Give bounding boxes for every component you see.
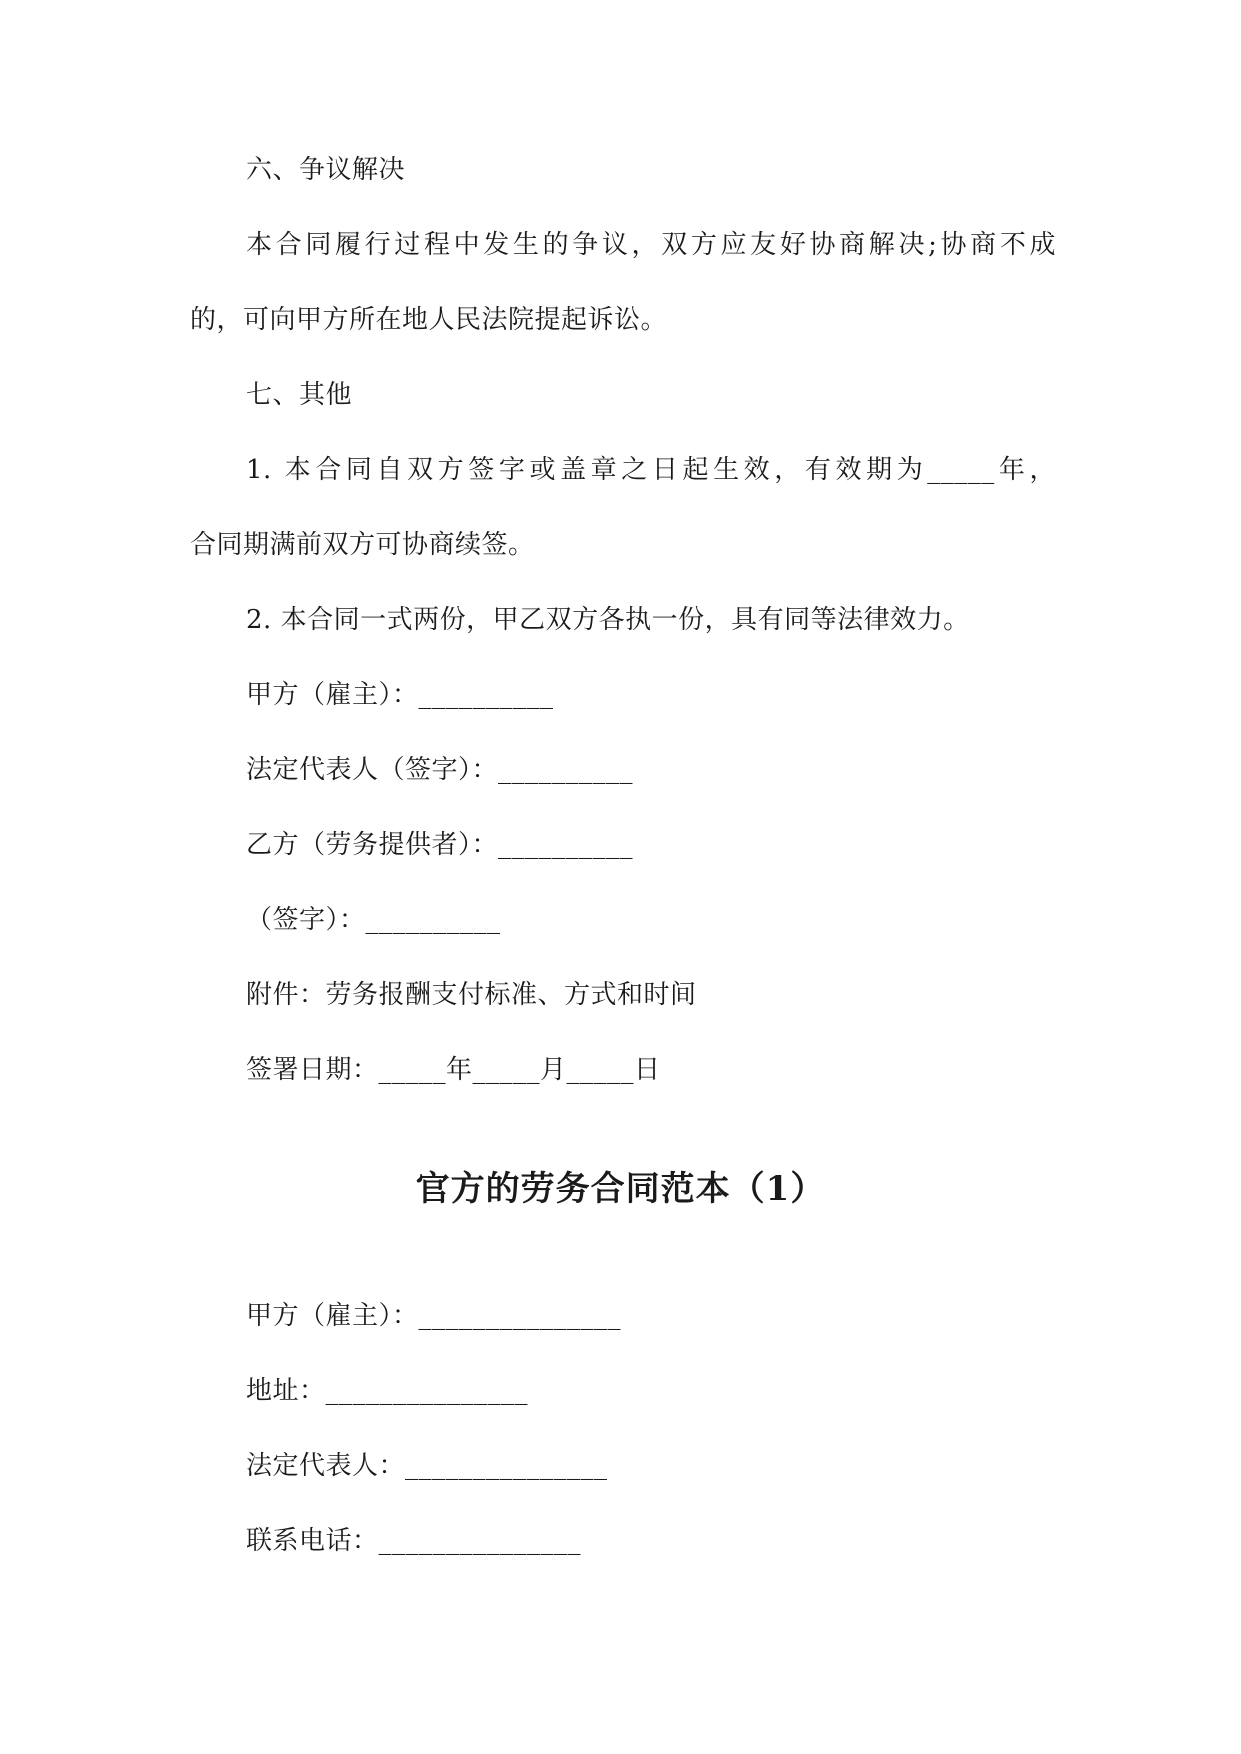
signature-sign: （签字）：__________ xyxy=(246,905,501,935)
section-7-heading: 七、其他 xyxy=(246,380,353,410)
contract-title: 官方的劳务合同范本（1） xyxy=(415,1169,826,1209)
section-7-item-1-line-2: 合同期满前双方可协商续签。 xyxy=(190,530,535,560)
signature-party-b: 乙方（劳务提供者）：__________ xyxy=(246,830,634,860)
section-6-heading: 六、争议解决 xyxy=(246,155,406,185)
signature-legal-rep: 法定代表人（签字）：__________ xyxy=(246,755,634,785)
sign-date-line: 签署日期：_____年_____月_____日 xyxy=(246,1055,661,1085)
section-7-item-1-line-1: 1. 本合同自双方签字或盖章之日起生效，有效期为_____年， xyxy=(246,455,1056,485)
attachment-line: 附件：劳务报酬支付标准、方式和时间 xyxy=(246,980,697,1010)
section-6-paragraph-line-1: 本合同履行过程中发生的争议，双方应友好协商解决;协商不成 xyxy=(246,230,1056,260)
contract-2-party-a: 甲方（雇主）：_______________ xyxy=(246,1301,622,1331)
contract-2-phone: 联系电话：_______________ xyxy=(246,1526,582,1556)
section-6-paragraph-line-2: 的，可向甲方所在地人民法院提起诉讼。 xyxy=(190,305,668,335)
signature-party-a: 甲方（雇主）：__________ xyxy=(246,680,554,710)
section-7-item-2: 2. 本合同一式两份，甲乙双方各执一份，具有同等法律效力。 xyxy=(246,605,970,635)
contract-2-legal-rep: 法定代表人：_______________ xyxy=(246,1451,608,1481)
contract-2-address: 地址：_______________ xyxy=(246,1376,529,1406)
